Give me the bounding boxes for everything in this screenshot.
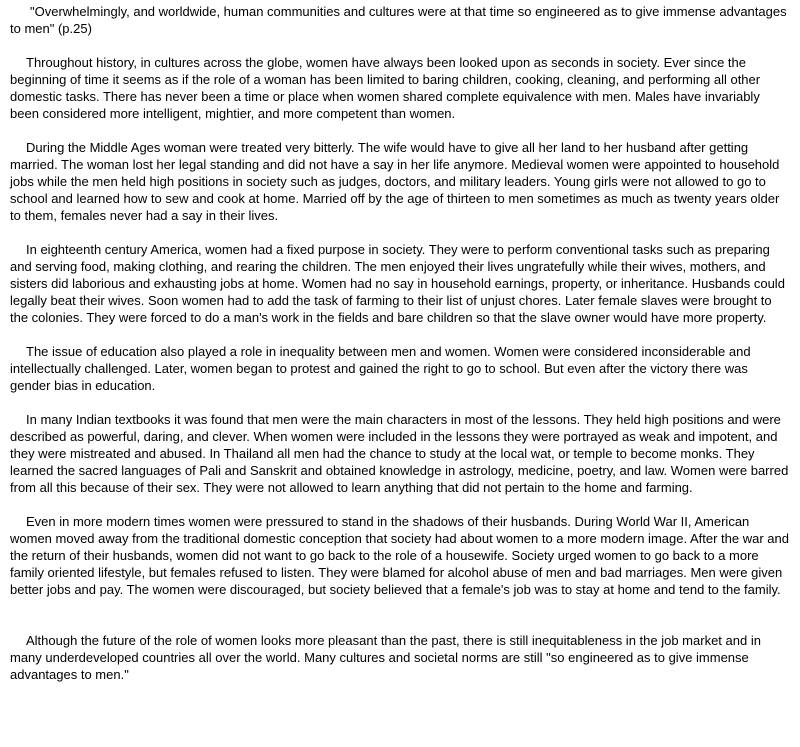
paragraph-conclusion: Although the future of the role of women looks more pleasant than the past, there is still inequitableness in the job market and in many underdeveloped countries all over the world. Many cultures and societal norms are still "so engineered as to give immense advantages to men." xyxy=(10,633,761,682)
paragraph-education: The issue of education also played a role in inequality between men and women. Women were considered inconsiderable and intellectually challenged. Later, women began to protest and gained the right to go to school. But even after the victory there was gender bias in education. xyxy=(10,344,751,393)
essay-body xyxy=(10,3,790,683)
paragraph-history: Throughout history, in cultures across the globe, women have always been looked upon as seconds in society. Ever since the beginning of time it seems as if the role of a woman has been limited to baring children, cooking, cleaning, and performing all other domestic tasks. There has never been a time or place when women shared complete equivalence with men. Males have invariably been considered more intelligent, mightier, and more competent than women. xyxy=(10,55,761,121)
paragraph-middle-ages: During the Middle Ages woman were treated very bitterly. The wife would have to give all her land to her husband after getting married. The woman lost her legal standing and did not have a say in her life anymore. Medieval women were appointed to household jobs while the men held high positions in society such as judges, doctors, and military leaders. Young girls were not allowed to go to school and learned how to sew and cook at home. Married off by the age of thirteen to men sometimes as much as twenty years older to them, females never had a say in their lives. xyxy=(10,140,780,223)
paragraph-eighteenth-century: In eighteenth century America, women had a fixed purpose in society. They were to perform conventional tasks such as preparing and serving food, making clothing, and rearing the children. The men enjoyed their lives ungratefully while their wives, mothers, and sisters did laborious and exhausting jobs at home. Women had no say in household earnings, property, or inheritance. Husbands could legally beat their wives. Soon women had to add the task of farming to their list of unjust chores. Later female slaves were brought to the colonies. They were forced to do a man's work in the fields and bare children so that the slave owner would have more property. xyxy=(10,242,785,325)
epigraph-quote: "Overwhelmingly, and worldwide, human communities and cultures were at that time so engineered as to give immense advantages to men" (p.25) xyxy=(10,4,787,36)
paragraph-modern-times: Even in more modern times women were pressured to stand in the shadows of their husbands. During World War II, American women moved away from the traditional domestic conception that society had about women to a more modern image. After the war and the return of their husbands, women did not want to go back to the role of a housewife. Society urged women to go back to a more family oriented lifestyle, but females refused to listen. They were blamed for alcohol abuse of men and bad marriages. Men were given better jobs and pay. The women were discouraged, but society believed that a female's job was to stay at home and tend to the family. xyxy=(10,514,789,597)
paragraph-indian-textbooks: In many Indian textbooks it was found that men were the main characters in most of the lessons. They held high positions and were described as powerful, daring, and clever. When women were included in the lessons they were portrayed as weak and impotent, and they were mistreated and abused. In Thailand all men had the chance to study at the local wat, or temple to become monks. They learned the sacred languages of Pali and Sanskrit and obtained knowledge in astrology, medicine, poetry, and law. Women were barred from all this because of their sex. They were not allowed to learn anything that did not pertain to the home and farming. xyxy=(10,412,789,495)
